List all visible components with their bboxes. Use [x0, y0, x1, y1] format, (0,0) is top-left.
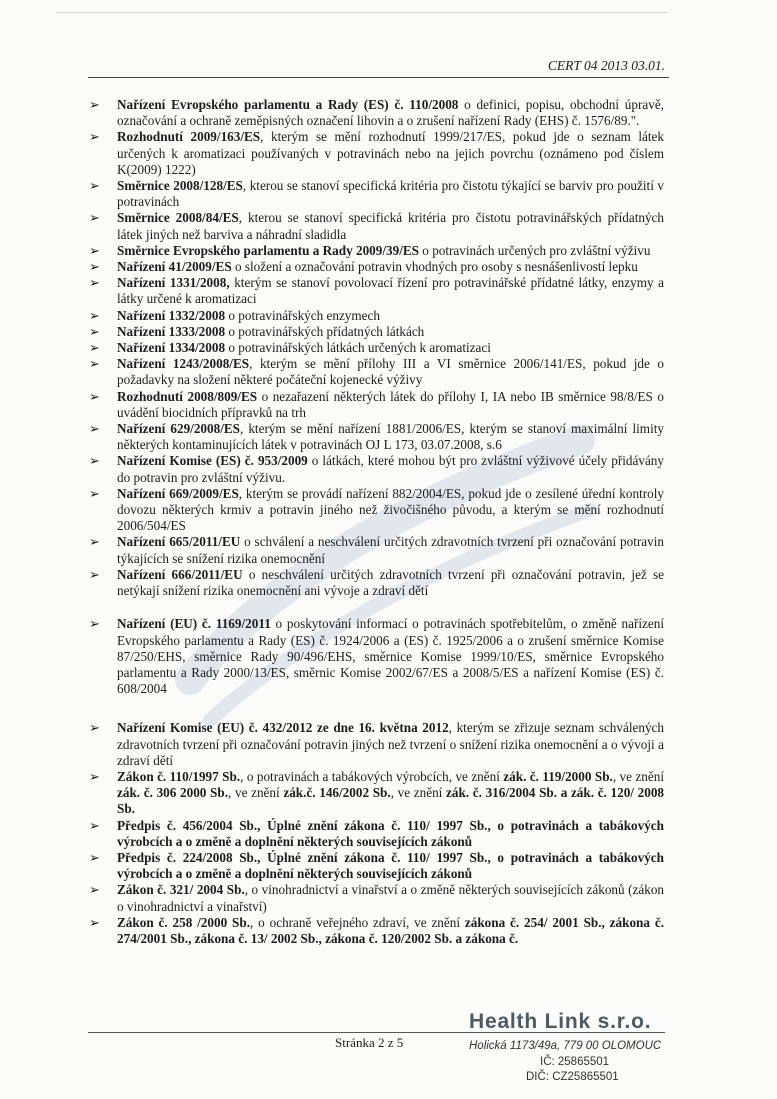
item-bold-text: Nařízení 629/2008/ES: [117, 421, 240, 437]
list-item: [84, 882, 664, 914]
item-text: o nezařazení některých látek do přílohy I, IA nebo IB směrnice 98/8/ES o uvádění biocidních přípravků na trh: [117, 388, 664, 420]
arrow-bullet-icon: ➢: [89, 307, 100, 323]
stamp-dic: DIČ: CZ25865501: [526, 1071, 619, 1083]
item-text: , kterou se stanoví specifická kritéria pro čistotu potravinářských přídatných látek jiných než barviva a náhradní sladidla: [117, 210, 664, 242]
list-item: [84, 769, 664, 818]
arrow-bullet-icon: ➢: [89, 259, 100, 275]
list-item: [84, 340, 664, 356]
item-bold-text: Zákon č. 110/1997 Sb.: [117, 768, 241, 784]
item-text: , o ochraně veřejného zdraví, ve znění: [250, 914, 465, 930]
item-text: , ve znění: [228, 785, 284, 801]
item-bold-text: Nařízení Komise (EU) č. 432/2012 ze dne 16. května 2012: [117, 720, 449, 736]
item-bold-text: Směrnice 2008/84/ES: [117, 210, 239, 226]
item-bold-text: Nařízení 666/2011/EU: [117, 566, 243, 582]
item-text: , kterým se mění rozhodnutí 1999/217/ES, pokud jde o seznam látek určených k aromatizaci používaných v potravinách nebo na jejich povrchu (oznámeno pod číslem K(2009) 1222): [117, 129, 665, 177]
arrow-bullet-icon: ➢: [89, 340, 100, 356]
list-item: [84, 210, 664, 242]
arrow-bullet-icon: ➢: [89, 817, 100, 833]
arrow-bullet-icon: ➢: [89, 534, 100, 550]
item-bold-text: zák.č. 146/2002 Sb.: [283, 785, 391, 801]
item-text: o potravinářských látkách určených k aromatizaci: [225, 340, 491, 356]
list-item: [84, 178, 664, 210]
arrow-bullet-icon: ➢: [89, 388, 100, 404]
arrow-bullet-icon: ➢: [89, 356, 100, 372]
list-item: [84, 453, 664, 485]
list-item: [84, 243, 664, 259]
list-item: [84, 275, 664, 307]
item-bold-text: Nařízení Evropského parlamentu a Rady (ES) č. 110/2008: [117, 97, 459, 112]
item-bold-text: Předpis č. 456/2004 Sb., Úplné znění zákona č. 110/ 1997 Sb., o potravinách a tabákových výrobcích a o změně a doplnění některých souvisejících zákonů: [117, 817, 664, 849]
item-text: o poskytování informací o potravinách spotřebitelům, o změně nařízení Evropského parlamentu a Rady (ES) č. 1924/2006 a (ES) č. 1925/2006 a o zrušení směrnice Komise 87/250/EHS, směrnice Rady 90/496/EHS, směrnice Komise 1999/10/ES, směrnice Evropského parlamentu a Rady 2000/13/ES, směrnic Komise 2002/67/ES a 2008/5/ES a nařízení Komise (ES) č. 608/2004: [117, 616, 664, 697]
legislation-list: [84, 97, 664, 947]
item-text: o potravinářských přídatných látkách: [225, 323, 425, 339]
item-bold-text: Nařízení 1334/2008: [117, 340, 226, 356]
arrow-bullet-icon: ➢: [89, 720, 100, 736]
list-item: [84, 486, 664, 535]
item-text: o složení a označování potravin vhodných pro osoby s nesnášenlivostí lepku: [231, 259, 638, 275]
list-item: [84, 720, 664, 769]
list-item: [84, 129, 664, 178]
item-text: , kterým se mění nařízení 1881/2006/ES, kterým se stanoví maximální limity některých kontaminujících látek v potravinách OJ L 173, 03.07.2008, s.6: [117, 421, 664, 453]
list-item: [84, 818, 664, 850]
item-bold-text: Směrnice Evropského parlamentu a Rady 2009/39/ES: [117, 242, 419, 258]
item-bold-text: Nařízení 669/2009/ES: [117, 485, 239, 501]
item-bold-text: Rozhodnutí 2008/809/ES: [117, 388, 258, 404]
item-text: o látkách, které mohou být pro zvláštní výživové účely přidávány do potravin pro zvláštní výživu.: [117, 453, 664, 485]
item-bold-text: Směrnice 2008/128/ES: [117, 178, 243, 194]
item-text: o definici, popisu, obchodní úpravě, označování a ochraně zeměpisných označení lihovin a o zrušení nařízení Rady (EHS) č. 1576/89.".: [117, 97, 664, 129]
item-bold-text: Zákon č. 258 /2000 Sb.: [117, 914, 251, 930]
item-bold-text: Nařízení 41/2009/ES: [117, 259, 232, 275]
list-item: [84, 324, 664, 340]
item-bold-text: Nařízení (EU) č. 1169/2011: [117, 616, 271, 632]
list-item: [84, 534, 664, 566]
item-bold-text: Předpis č. 224/2008 Sb., Úplné znění zákona č. 110/ 1997 Sb., o potravinách a tabákových výrobcích a o změně a doplnění některých souvisejících zákonů: [117, 849, 664, 882]
item-text: , kterým se mění přílohy III a VI směrnice 2006/141/ES, pokud jde o požadavky na složení některé počáteční kojenecké výživy: [117, 356, 664, 388]
stamp-address: Holická 1173/49a, 779 00 OLOMOUC: [469, 1040, 662, 1052]
item-bold-text: Nařízení 1332/2008: [117, 307, 226, 323]
item-text: kterým se stanoví povolovací řízení pro potravinářské přídatné látky, enzymy a látky určené k aromatizaci: [117, 275, 664, 307]
item-bold-text: zák. č. 316/2004 Sb. a zák. č. 120/ 2008 Sb.: [117, 785, 665, 817]
item-bold-text: zák. č. 119/2000 Sb.: [503, 768, 613, 784]
arrow-bullet-icon: ➢: [89, 485, 100, 501]
item-bold-text: Nařízení 665/2011/EU: [117, 534, 241, 550]
item-text: , o vinohradnictví a vinařství a o změně některých souvisejících zákonů (zákon o vinohradnictví a vinařství): [117, 882, 665, 914]
list-item: [84, 259, 664, 275]
list-item: [84, 567, 664, 599]
item-text: , o potravinách a tabákových výrobcích, ve znění: [240, 768, 504, 784]
item-bold-text: Nařízení 1331/2008,: [117, 275, 230, 291]
list-item: [84, 616, 664, 697]
arrow-bullet-icon: ➢: [89, 882, 100, 898]
item-bold-text: zákona č. 254/ 2001 Sb., zákona č. 274/2001 Sb., zákona č. 13/ 2002 Sb., zákona č. 120/2002 Sb. a zákona č.: [117, 914, 664, 946]
item-bold-text: Nařízení 1243/2008/ES: [117, 356, 250, 372]
item-bold-text: Nařízení Komise (ES) č. 953/2009: [117, 453, 308, 469]
arrow-bullet-icon: ➢: [89, 323, 100, 339]
item-text: o neschválení určitých zdravotních tvrzení při označování potravin, jež se netýkají snížení rizika onemocnění ani vývoje a zdraví dětí: [117, 566, 664, 599]
item-text: , kterým se provádí nařízení 882/2004/ES, pokud jde o zesílené úřední kontroly dovozu některých krmiv a potravin jiného než živočišného původu, a kterým se mění rozhodnutí 2006/504/ES: [117, 485, 664, 534]
list-item: [84, 389, 664, 421]
company-stamp: [466, 1010, 666, 1088]
arrow-bullet-icon: ➢: [89, 129, 100, 145]
stamp-ic: IČ: 25865501: [540, 1056, 610, 1068]
list-item: [84, 356, 664, 388]
item-bold-text: Nařízení 1333/2008: [117, 323, 226, 339]
stamp-company-name: Health Link s.r.o.: [469, 1010, 652, 1033]
arrow-bullet-icon: ➢: [89, 566, 100, 582]
item-text: , kterou se stanoví specifická kritéria pro čistotu týkající se barviv pro použití v potravinách: [117, 178, 664, 210]
list-item: [84, 850, 664, 882]
arrow-bullet-icon: ➢: [89, 242, 100, 258]
scan-edge-line: [56, 12, 667, 13]
item-text: o schválení a neschválení určitých zdravotních tvrzení při označování potravin týkajících se snížení rizika onemocnění: [117, 534, 664, 566]
page-number: Stránka 2 z 5: [335, 1035, 404, 1050]
list-item: [84, 97, 664, 129]
arrow-bullet-icon: ➢: [89, 275, 100, 291]
arrow-bullet-icon: ➢: [89, 421, 100, 437]
item-bold-text: Rozhodnutí 2009/163/ES: [117, 129, 261, 145]
arrow-bullet-icon: ➢: [89, 616, 100, 632]
document-code: CERT 04 2013 03.01.: [547, 58, 665, 73]
arrow-bullet-icon: ➢: [89, 453, 100, 469]
arrow-bullet-icon: ➢: [89, 914, 100, 930]
item-text: , kterým se zřizuje seznam schválených zdravotních tvrzení při označování potravin jiných než tvrzení o snížení rizika onemocnění a o vývoji a zdraví dětí: [117, 720, 664, 768]
list-item: [84, 308, 664, 324]
item-bold-text: Zákon č. 321/ 2004 Sb.: [117, 882, 245, 898]
item-text: , ve znění: [612, 768, 664, 784]
header-rule: [88, 77, 669, 78]
arrow-bullet-icon: ➢: [89, 178, 100, 194]
arrow-bullet-icon: ➢: [89, 768, 100, 784]
item-text: , ve znění: [390, 785, 447, 801]
arrow-bullet-icon: ➢: [89, 97, 100, 112]
list-item: [84, 915, 664, 947]
arrow-bullet-icon: ➢: [89, 849, 100, 865]
arrow-bullet-icon: ➢: [89, 210, 100, 226]
item-bold-text: zák. č. 306 2000 Sb.: [117, 785, 229, 801]
item-text: o potravinách určených pro zvláštní výživu: [419, 242, 651, 258]
list-item: [84, 421, 664, 453]
item-text: o potravinářských enzymech: [225, 307, 380, 323]
